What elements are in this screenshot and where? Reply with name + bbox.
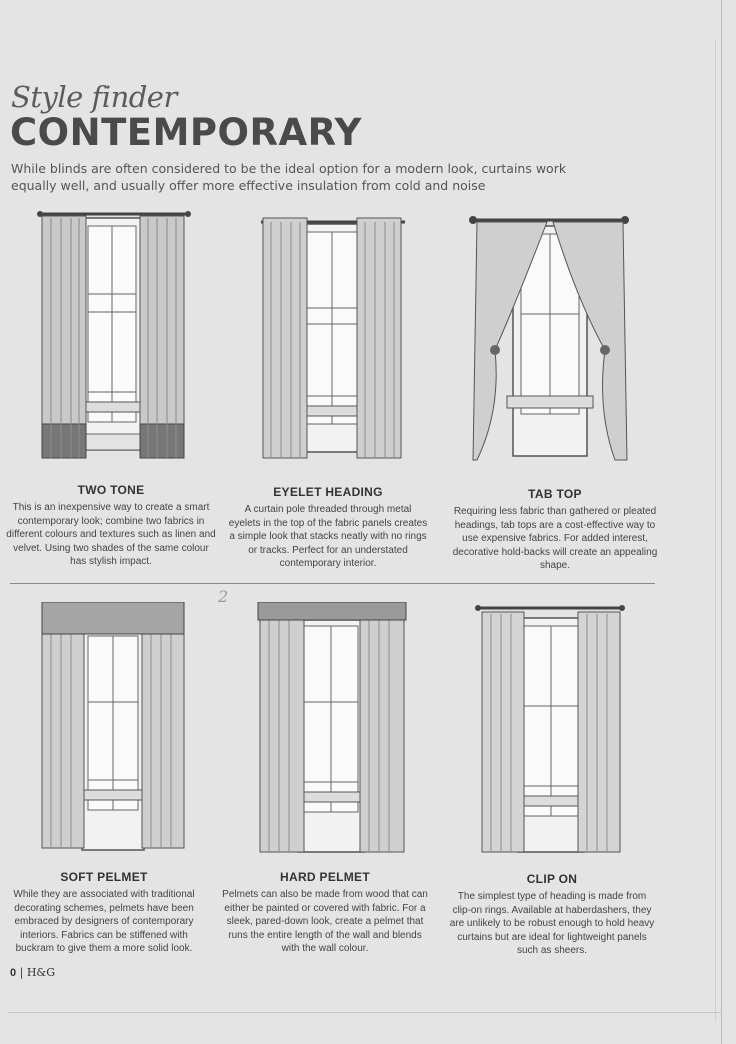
clip-on-caption [448,872,656,958]
eyelet-heading-title: EYELET HEADING [273,485,383,499]
page-edge-inner [715,40,716,1020]
tab-top-caption [450,487,660,573]
soft-pelmet-illustration [38,602,188,852]
clip-on-text: The simplest type of heading is made from clip-on rings. Available at haberdashers, they are unlikely to be robust enough to hold heavy curtains but are ideal for lightweight panels such as sheers. [449,891,655,957]
eyelet-heading-illustration [255,210,411,462]
hard-pelmet-illustration [252,602,412,854]
page-title: CONTEMPORARY [10,111,362,154]
soft-pelmet-title: SOFT PELMET [60,870,148,884]
eyelet-heading-text: A curtain pole threaded through metal eyelets in the top of the fabric panels creates a simple look that stacks neatly with no rings or tracks. Perfect for an understated contemporary interior. [228,504,428,570]
page-folio [10,966,55,979]
hard-pelmet-caption [222,870,428,956]
hard-pelmet-text: Pelmets can also be made from wood that can either be painted or covered with fabric. For a sleek, pared-down look, create a pelmet that runs the entire length of the wall and blends with the wall colour. [222,889,428,955]
two-tone-illustration [36,206,192,464]
two-tone-caption [6,483,216,569]
row-divider [10,583,655,584]
handwritten-mark: 2 [218,587,229,606]
soft-pelmet-text: While they are associated with traditional decorating schemes, pelmets have been embraced by designers of contemporary interiors. Fabrics can be stiffened with buckram to give them a more solid look. [13,889,195,955]
tab-top-title: TAB TOP [528,487,582,501]
tab-top-illustration [467,210,631,466]
two-tone-title: TWO TONE [77,483,145,497]
tab-top-text: Requiring less fabric than gathered or pleated headings, tab tops are a cost-effective way to use expensive fabrics. For added interest, decorative hold-backs will create an appealing shape. [452,506,658,572]
soft-pelmet-caption [4,870,204,956]
page-edge [721,0,722,1044]
page-bottom-edge [8,1012,722,1013]
clip-on-title: CLIP ON [526,872,578,886]
eyelet-heading-caption [228,485,428,571]
page-number: 0 [10,967,17,979]
clip-on-illustration [474,602,626,856]
folio-separator: | [19,966,24,979]
hard-pelmet-title: HARD PELMET [280,870,370,884]
section-kicker: Style finder [11,80,177,114]
intro-text: While blinds are often considered to be the ideal option for a modern look, curtains work equally well, and usually offer more effective insulation from cold and noise [11,161,567,193]
two-tone-text: This is an inexpensive way to create a smart contemporary look; combine two fabrics in different colours and textures such as linen and velvet. Using two shades of the same colour has stylish impact. [6,502,216,568]
magazine-name: H&G [26,966,56,979]
